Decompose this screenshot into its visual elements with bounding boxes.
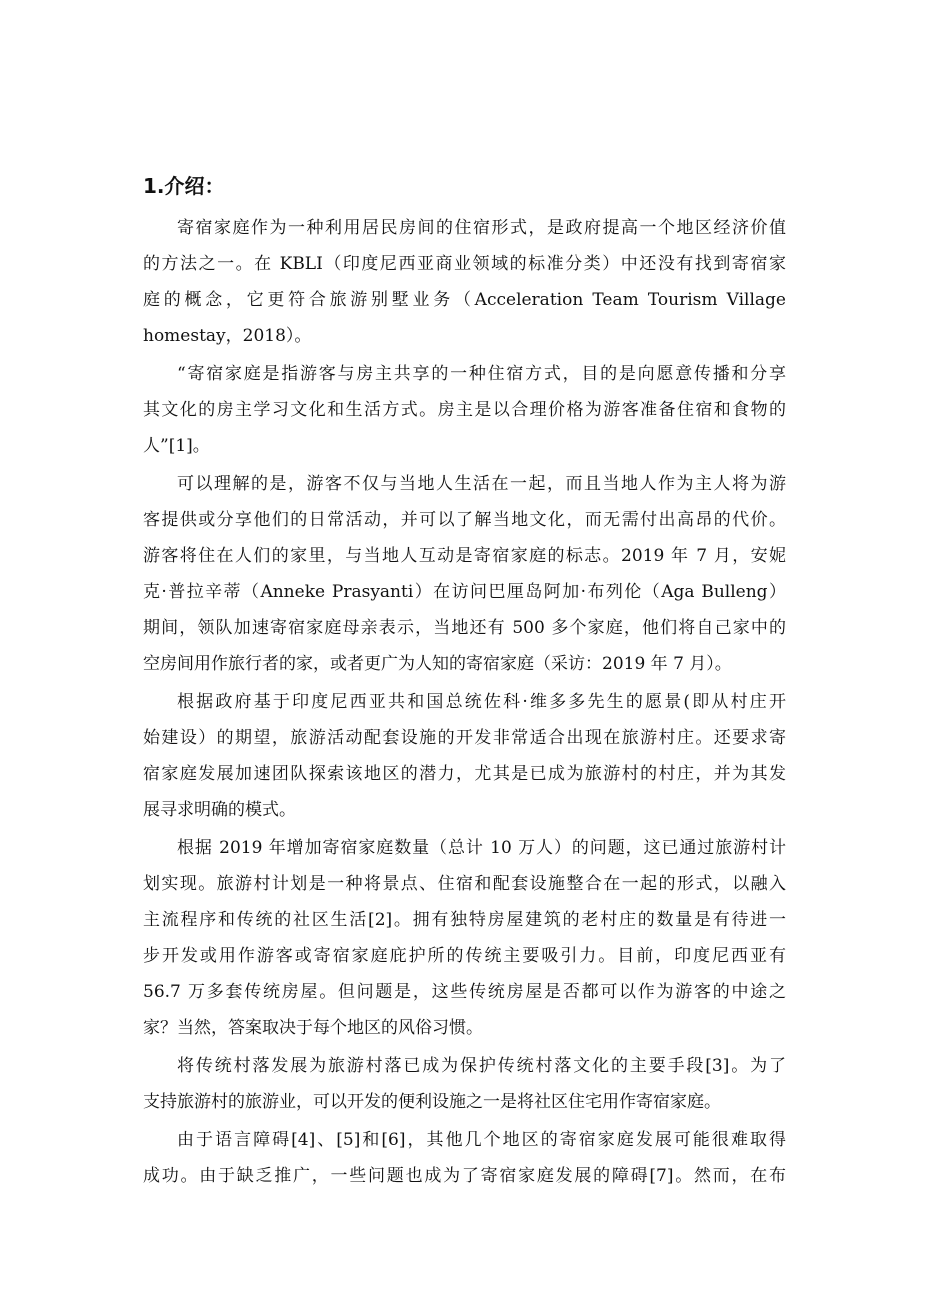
text-line: 客提供或分享他们的日常活动，并可以了解当地文化，而无需付出高昂的代价。 (143, 510, 786, 530)
text-line: 庭的概念，它更符合旅游别墅业务（Acceleration Team Tourism Village (143, 290, 786, 310)
text-line: 宿家庭发展加速团队探索该地区的潜力，尤其是已成为旅游村的村庄，并为其发 (143, 764, 786, 784)
text-line: 克·普拉辛蒂（Anneke Prasyanti）在访问巴厘岛阿加·布列伦（Aga Bulleng） (143, 582, 786, 602)
paragraph (143, 210, 786, 354)
text-line: 成功。由于缺乏推广，一些问题也成为了寄宿家庭发展的障碍[7]。然而，在布 (143, 1166, 786, 1186)
text-line: 游客将住在人们的家里，与当地人互动是寄宿家庭的标志。2019 年 7 月，安妮 (143, 546, 786, 566)
text-line: 主流程序和传统的社区生活[2]。拥有独特房屋建筑的老村庄的数量是有待进一 (143, 910, 786, 930)
paragraph (143, 466, 786, 682)
paragraph (143, 684, 786, 828)
section-heading: 1.介绍： (143, 174, 225, 198)
paragraph (143, 356, 786, 464)
text-line: 寄宿家庭作为一种利用居民房间的住宿形式，是政府提高一个地区经济价值 (177, 218, 786, 238)
text-line: 家？当然，答案取决于每个地区的风俗习惯。 (143, 1018, 483, 1038)
text-line: 由于语言障碍[4]、[5]和[6]，其他几个地区的寄宿家庭发展可能很难取得 (177, 1130, 786, 1150)
text-line: 步开发或用作游客或寄宿家庭庇护所的传统主要吸引力。目前，印度尼西亚有 (143, 946, 786, 966)
text-line: 划实现。旅游村计划是一种将景点、住宿和配套设施整合在一起的形式，以融入 (143, 874, 786, 894)
paragraph (143, 830, 786, 1046)
text-line: 可以理解的是，游客不仅与当地人生活在一起，而且当地人作为主人将为游 (177, 474, 786, 494)
paragraph (143, 1048, 786, 1120)
text-line: 人”[1]。 (143, 436, 210, 456)
text-line: 其文化的房主学习文化和生活方式。房主是以合理价格为游客准备住宿和食物的 (143, 400, 786, 420)
text-line: 根据政府基于印度尼西亚共和国总统佐科·维多多先生的愿景(即从村庄开 (177, 692, 786, 712)
text-line: 56.7 万多套传统房屋。但问题是，这些传统房屋是否都可以作为游客的中途之 (143, 982, 786, 1002)
text-line: 始建设）的期望，旅游活动配套设施的开发非常适合出现在旅游村庄。还要求寄 (143, 728, 786, 748)
text-line: 根据 2019 年增加寄宿家庭数量（总计 10 万人）的问题，这已通过旅游村计 (177, 838, 786, 858)
text-line: 的方法之一。在 KBLI（印度尼西亚商业领域的标准分类）中还没有找到寄宿家 (143, 254, 786, 274)
text-line: 期间，领队加速寄宿家庭母亲表示，当地还有 500 多个家庭，他们将自己家中的 (143, 618, 786, 638)
body-text (143, 210, 786, 1194)
text-line: homestay，2018）。 (143, 326, 312, 346)
text-line: 展寻求明确的模式。 (143, 800, 296, 820)
paragraph (143, 1122, 786, 1194)
text-line: 将传统村落发展为旅游村落已成为保护传统村落文化的主要手段[3]。为了 (177, 1056, 786, 1076)
text-line: 空房间用作旅行者的家，或者更广为人知的寄宿家庭（采访：2019 年 7 月）。 (143, 654, 732, 674)
document-page (143, 168, 786, 1196)
text-line: 支持旅游村的旅游业，可以开发的便利设施之一是将社区住宅用作寄宿家庭。 (143, 1092, 721, 1112)
text-line: “寄宿家庭是指游客与房主共享的一种住宿方式，目的是向愿意传播和分享 (177, 364, 786, 384)
